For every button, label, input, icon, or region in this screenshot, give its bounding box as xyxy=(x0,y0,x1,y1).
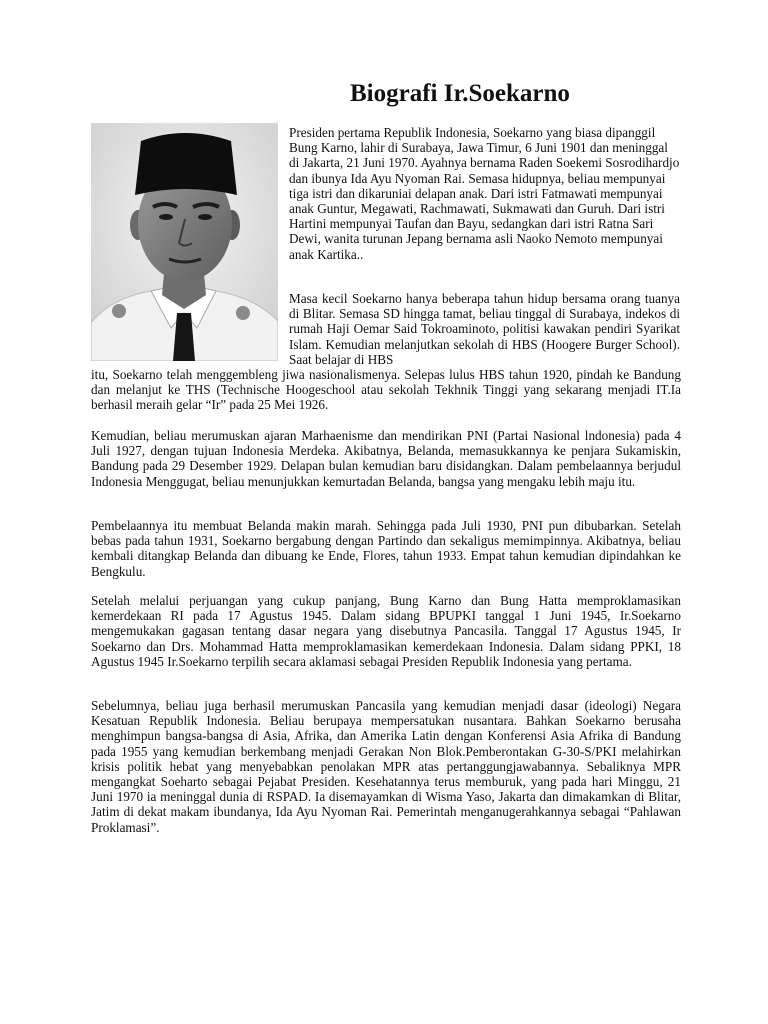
marhaenism-paragraph: Kemudian, beliau merumuskan ajaran Marhaenisme dan mendirikan PNI (Partai Nasional lndonesia) pada 4 Juli 1927, dengan tujuan Indonesia Merdeka. Akibatnya, Belanda, memasukkannya ke penjara Sukamiskin, Bandung pada 29 Desember 1929. Delapan bulan kemudian baru disidangkan. Dalam pembelaannya berjudul Indonesia Menggugat, beliau menunjukkan kemurtadan Belanda, bangsa yang mengaku lebih maju itu. xyxy=(91,428,681,489)
childhood-paragraph-top: Masa kecil Soekarno hanya beberapa tahun hidup bersama orang tuanya di Blitar. Semasa SD hingga tamat, beliau tinggal di Surabaya, indekos di rumah Haji Oemar Said Tokroaminoto, politisi kawakan pendiri Syarikat Islam. Kemudian melanjutkan sekolah di HBS (Hoogere Burger School). Saat belajar di HBS xyxy=(289,291,680,367)
legacy-paragraph: Sebelumnya, beliau juga berhasil merumuskan Pancasila yang kemudian menjadi dasar (ideologi) Negara Kesatuan Republik Indonesia. Beliau berupaya mempersatukan nusantara. Bahkan Soekarno berusaha menghimpun bangsa-bangsa di Asia, Afrika, dan Amerika Latin dengan Konferensi Asia Afrika di Bandung pada 1955 yang kemudian berkembang menjadi Gerakan Non Blok.Pemberontakan G-30-S/PKI melahirkan krisis politik hebat yang menyebabkan penolakan MPR atas pertanggungjawabannya. Sebaliknya MPR mengangkat Soeharto sebagai Pejabat Presiden. Kesehatannya terus memburuk, yang pada hari Minggu, 21 Juni 1970 ia meninggal dunia di RSPAD. Ia disemayamkan di Wisma Yaso, Jakarta dan dimakamkan di Blitar, Jatim di dekat makam ibundanya, Ida Ayu Nyoman Rai. Pemerintah menganugerahkannya sebagai “Pahlawan Proklamasi”. xyxy=(91,698,681,835)
intro-paragraph: Presiden pertama Republik Indonesia, Soekarno yang biasa dipanggil Bung Karno, lahir di Surabaya, Jawa Timur, 6 Juni 1901 dan meninggal di Jakarta, 21 Juni 1970. Ayahnya bernama Raden Soekemi Sosrodihardjo dan ibunya Ida Ayu Nyoman Rai. Semasa hidupnya, beliau mempunyai tiga istri dan dikaruniai delapan anak. Dari istri Fatmawati mempunyai anak Guntur, Megawati, Rachmawati, Sukmawati dan Guruh. Dari istri Hartini mempunyai Taufan dan Bayu, sedangkan dari istri Ratna Sari Dewi, wanita turunan Jepang bernama asli Naoko Nemoto mempunyai anak Kartika.. xyxy=(289,125,680,262)
document-title: Biografi Ir.Soekarno xyxy=(350,80,570,107)
childhood-paragraph-bottom: itu, Soekarno telah menggembleng jiwa nasionalismenya. Selepas lulus HBS tahun 1920, pindah ke Bandung dan melanjut ke THS (Technische Hoogeschool atau sekolah Tekhnik Tinggi yang sekarang menjadi IT.Ia berhasil meraih gelar “Ir” pada 25 Mei 1926. xyxy=(91,367,681,413)
independence-paragraph: Setelah melalui perjuangan yang cukup panjang, Bung Karno dan Bung Hatta memproklamasikan kemerdekaan RI pada 17 Agustus 1945. Dalam sidang BPUPKI tanggal 1 Juni 1945, Ir.Soekarno mengemukakan gagasan tentang dasar negara yang disebutnya Pancasila. Tanggal 17 Agustus 1945, Ir Soekarno dan Drs. Mohammad Hatta memproklamasikan kemerdekaan Indonesia. Dalam sidang PPKI, 18 Agustus 1945 Ir.Soekarno terpilih secara aklamasi sebagai Presiden Republik Indonesia yang pertama. xyxy=(91,593,681,669)
portrait-photo xyxy=(91,123,278,361)
partindo-paragraph: Pembelaannya itu membuat Belanda makin marah. Sehingga pada Juli 1930, PNI pun dibubarkan. Setelah bebas pada tahun 1931, Soekarno bergabung dengan Partindo dan sekaligus memimpinnya. Akibatnya, beliau kembali ditangkap Belanda dan dibuang ke Ende, Flores, tahun 1933. Empat tahun kemudian dipindahkan ke Bengkulu. xyxy=(91,518,681,579)
